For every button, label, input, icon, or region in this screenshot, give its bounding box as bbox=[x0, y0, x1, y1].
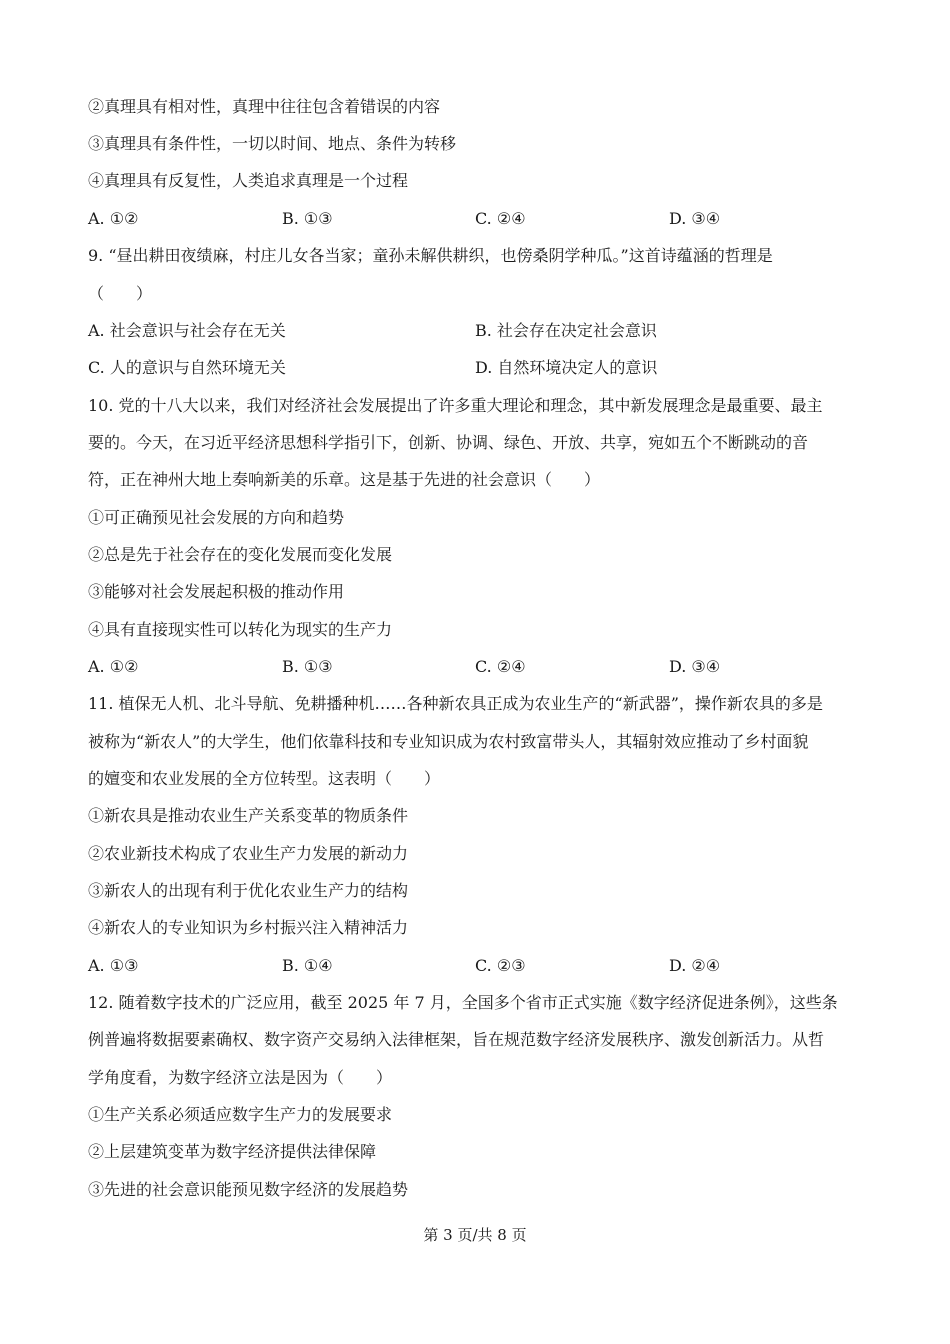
q11-statement-1: ①新农具是推动农业生产关系变革的物质条件 bbox=[88, 806, 409, 825]
q10-option-c[interactable]: C. ②④ bbox=[475, 657, 526, 676]
q10-options bbox=[88, 657, 868, 677]
q10-option-d[interactable]: D. ③④ bbox=[669, 657, 721, 676]
q9-option-b[interactable]: B. 社会存在决定社会意识 bbox=[475, 321, 657, 340]
q9-options-row1 bbox=[88, 321, 868, 341]
q11-option-c[interactable]: C. ②③ bbox=[475, 956, 526, 975]
q12-statement-3: ③先进的社会意识能预见数字经济的发展趋势 bbox=[88, 1180, 409, 1199]
page-number: 第 3 页/共 8 页 bbox=[423, 1226, 527, 1244]
q11-options bbox=[88, 956, 868, 976]
q12-statement-1: ①生产关系必须适应数字生产力的发展要求 bbox=[88, 1105, 393, 1124]
q10-statement-4: ④具有直接现实性可以转化为现实的生产力 bbox=[88, 620, 393, 639]
option-d[interactable]: D. ③④ bbox=[669, 209, 721, 228]
statement-4: ④真理具有反复性，人类追求真理是一个过程 bbox=[88, 171, 409, 190]
q11-statement-2: ②农业新技术构成了农业生产力发展的新动力 bbox=[88, 844, 409, 863]
option-a[interactable]: A. ①② bbox=[88, 209, 139, 228]
q9-stem-line1: 9. “昼出耕田夜绩麻，村庄儿女各当家；童孙未解供耕织，也傍桑阴学种瓜。”这首诗蕴涵的哲理是 bbox=[88, 246, 773, 265]
q9-stem-line2: （ ） bbox=[88, 284, 153, 303]
q12-stem-line2: 例普遍将数据要素确权、数字资产交易纳入法律框架，旨在规范数字经济发展秩序、激发创新活力。从哲 bbox=[88, 1030, 825, 1049]
q9-option-c[interactable]: C. 人的意识与自然环境无关 bbox=[88, 358, 286, 377]
q9-option-a[interactable]: A. 社会意识与社会存在无关 bbox=[88, 321, 286, 340]
q12-stem-line3: 学角度看，为数字经济立法是因为（ ） bbox=[88, 1068, 393, 1087]
q11-option-d[interactable]: D. ②④ bbox=[669, 956, 721, 975]
statement-2: ②真理具有相对性，真理中往往包含着错误的内容 bbox=[88, 97, 441, 116]
q11-statement-4: ④新农人的专业知识为乡村振兴注入精神活力 bbox=[88, 918, 409, 937]
q11-stem-line1: 11. 植保无人机、北斗导航、免耕播种机……各种新农具正成为农业生产的“新武器”，操作新农具的多是 bbox=[88, 694, 823, 713]
q10-statement-2: ②总是先于社会存在的变化发展而变化发展 bbox=[88, 545, 393, 564]
statement-3: ③真理具有条件性，一切以时间、地点、条件为转移 bbox=[88, 134, 457, 153]
option-c[interactable]: C. ②④ bbox=[475, 209, 526, 228]
q9-option-d[interactable]: D. 自然环境决定人的意识 bbox=[475, 358, 658, 377]
option-b[interactable]: B. ①③ bbox=[282, 209, 333, 228]
q10-stem-line2: 要的。今天，在习近平经济思想科学指引下，创新、协调、绿色、开放、共享，宛如五个不断跳动的音 bbox=[88, 433, 809, 452]
q10-statement-1: ①可正确预见社会发展的方向和趋势 bbox=[88, 508, 345, 527]
q10-stem-line1: 10. 党的十八大以来，我们对经济社会发展提出了许多重大理论和理念，其中新发展理念是最重要、最主 bbox=[88, 396, 823, 415]
q11-stem-line3: 的嬗变和农业发展的全方位转型。这表明（ ） bbox=[88, 769, 441, 788]
q10-stem-line3: 符，正在神州大地上奏响新美的乐章。这是基于先进的社会意识（ ） bbox=[88, 470, 601, 489]
q10-option-a[interactable]: A. ①② bbox=[88, 657, 139, 676]
q11-stem-line2: 被称为“新农人”的大学生，他们依靠科技和专业知识成为农村致富带头人，其辐射效应推动了乡村面貌 bbox=[88, 732, 809, 751]
q10-option-b[interactable]: B. ①③ bbox=[282, 657, 333, 676]
prev-options bbox=[88, 209, 868, 229]
q11-option-b[interactable]: B. ①④ bbox=[282, 956, 333, 975]
q10-statement-3: ③能够对社会发展起积极的推动作用 bbox=[88, 582, 345, 601]
q11-option-a[interactable]: A. ①③ bbox=[88, 956, 139, 975]
q12-stem-line1: 12. 随着数字技术的广泛应用，截至 2025 年 7 月，全国多个省市正式实施《数字经济促进条例》，这些条 bbox=[88, 993, 838, 1012]
q11-statement-3: ③新农人的出现有利于优化农业生产力的结构 bbox=[88, 881, 409, 900]
q9-options-row2 bbox=[88, 358, 868, 378]
q12-statement-2: ②上层建筑变革为数字经济提供法律保障 bbox=[88, 1142, 377, 1161]
